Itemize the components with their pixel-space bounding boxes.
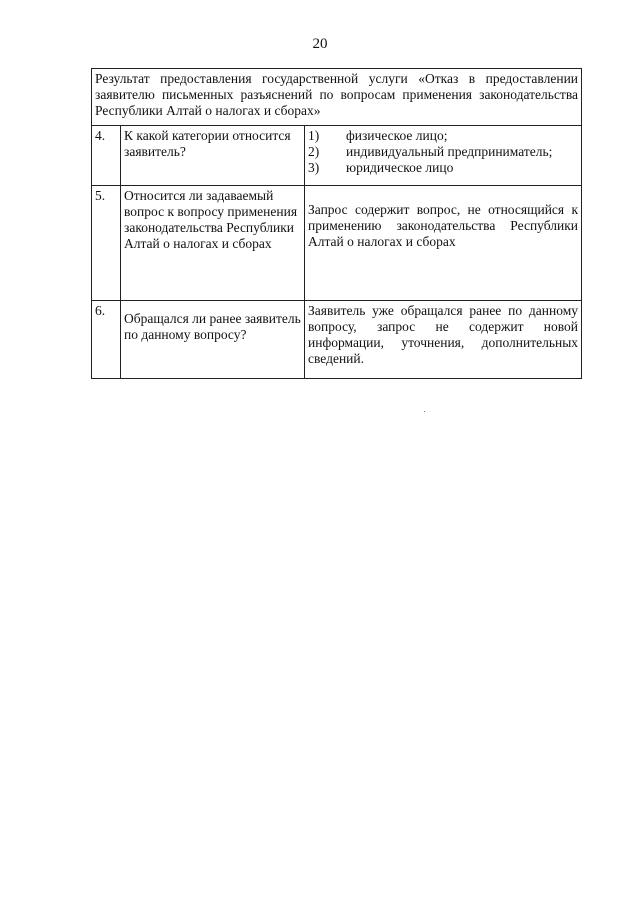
table-row <box>92 126 582 186</box>
option-text: юридическое лицо <box>346 160 454 175</box>
question-cell: Относится ли задаваемый вопрос к вопросу применения законодательства Республики Алтай о налогах и сборах <box>121 186 305 301</box>
row-number: 5. <box>92 186 121 301</box>
answer-cell: Запрос содержит вопрос, не относящийся к применению законодательства Республики Алтай о налогах и сборах <box>305 186 582 301</box>
table-row <box>92 301 582 379</box>
option-text: индивидуальный предприниматель; <box>346 144 553 159</box>
scan-speck <box>424 411 425 412</box>
question-cell: К какой категории относится заявитель? <box>121 126 305 186</box>
table-row <box>92 186 582 301</box>
row-number: 6. <box>92 301 121 379</box>
page-number: 20 <box>312 36 328 52</box>
table-header-row <box>92 69 582 126</box>
option-item <box>308 160 578 176</box>
answer-cell: Заявитель уже обращался ранее по данному вопросу, запрос не содержит новой информации, уточнения, дополнительных сведений. <box>305 301 582 379</box>
option-item <box>308 128 578 144</box>
option-number: 1) <box>308 128 320 143</box>
option-number: 3) <box>308 160 320 175</box>
option-text: физическое лицо; <box>346 128 448 143</box>
question-cell: Обращался ли ранее заявитель по данному вопросу? <box>121 301 305 379</box>
answer-cell <box>305 126 582 186</box>
table-header-cell: Результат предоставления государственной услуги «Отказ в предоставлении заявителю письменных разъяснений по вопросам применения законодательства Республики Алтай о налогах и сборах» <box>92 69 582 126</box>
row-number: 4. <box>92 126 121 186</box>
service-result-table <box>91 68 582 379</box>
option-item <box>308 144 578 160</box>
option-number: 2) <box>308 144 320 159</box>
